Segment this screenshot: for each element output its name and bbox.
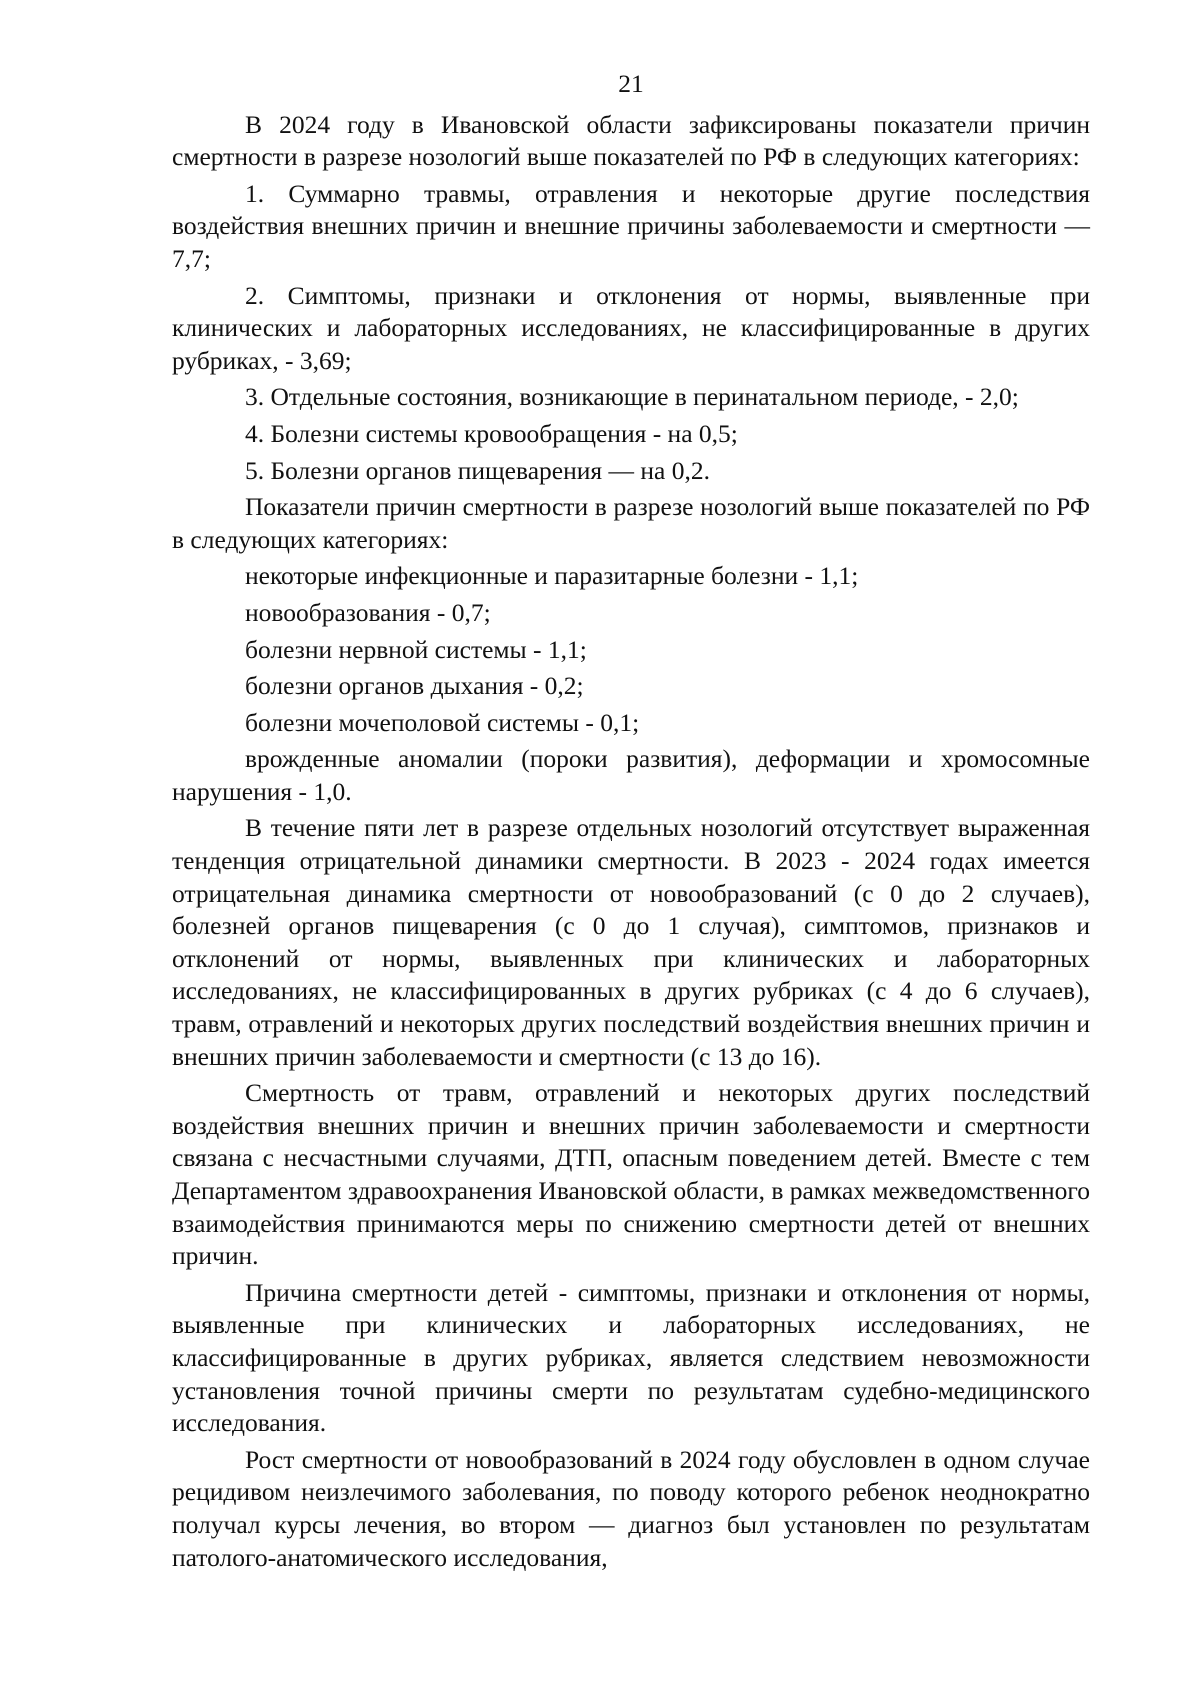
second-intro-paragraph: Показатели причин смертности в разрезе нозологий выше показателей по РФ в следующих категориях:	[172, 492, 1090, 554]
dynamics-paragraph: В течение пяти лет в разрезе отдельных нозологий отсутствует выраженная тенденция отрицательной динамики смертности. В 2023 - 2024 годах имеется отрицательная динамика смертности от новообразований (с 0 до 2 случаев), болезней органов пищеварения (с 0 до 1 случая), симптомов, признаков и отклонений от нормы, выявленных при клинических и лабораторных исследованиях, не классифицированных в других рубриках (с 4 до 6 случаев), травм, отравлений и некоторых других последствий воздействия внешних причин и внешних причин заболеваемости и смертности (с 13 до 16).	[172, 813, 1090, 1071]
second-list-item-2: новообразования - 0,7;	[245, 597, 491, 627]
intro-paragraph: В 2024 году в Ивановской области зафиксированы показатели причин смертности в разрезе нозологий выше показателей по РФ в следующих категориях:	[172, 109, 1090, 172]
injuries-paragraph: Смертность от травм, отравлений и некоторых других последствий воздействия внешних причин и внешних причин заболеваемости и смертности связана с несчастными случаями, ДТП, опасным поведением детей. Вместе с тем Департаментом здравоохранения Ивановской области, в рамках межведомственного взаимодействия принимаются меры по снижению смертности детей от внешних причин.	[172, 1078, 1090, 1271]
higher-list-item-3: 3. Отдельные состояния, возникающие в перинатальном периоде, - 2,0;	[245, 382, 1019, 412]
higher-list-item-5: 5. Болезни органов пищеварения — на 0,2.	[245, 455, 710, 485]
neoplasms-paragraph: Рост смертности от новообразований в 2024 году обусловлен в одном случае рецидивом неизлечимого заболевания, по поводу которого ребенок неоднократно получал курсы лечения, во втором — диагноз был установлен по результатам патолого-анатомического исследования,	[172, 1444, 1090, 1572]
second-list-item-1: некоторые инфекционные и паразитарные болезни - 1,1;	[245, 561, 859, 591]
symptoms-paragraph: Причина смертности детей - симптомы, признаки и отклонения от нормы, выявленные при клинических и лабораторных исследованиях, не классифицированные в других рубриках, является следствием невозможности установления точной причины смерти по результатам судебно-медицинского исследования.	[172, 1277, 1090, 1438]
page-number: 21	[618, 69, 644, 98]
second-list-item-3: болезни нервной системы - 1,1;	[245, 634, 587, 664]
document-page	[172, 68, 1090, 1574]
higher-list-item-4: 4. Болезни системы кровообращения - на 0,5;	[245, 418, 738, 448]
higher-list-item-2: 2. Симптомы, признаки и отклонения от нормы, выявленные при клинических и лабораторных исследованиях, не классифицированные в других рубриках, - 3,69;	[172, 280, 1090, 375]
second-list-item-6: врожденные аномалии (пороки развития), деформации и хромосомные нарушения - 1,0.	[172, 744, 1090, 806]
second-list-item-4: болезни органов дыхания - 0,2;	[245, 671, 584, 701]
higher-list-item-1: 1. Суммарно травмы, отравления и некоторые другие последствия воздействия внешних причин и внешние причины заболеваемости и смертности — 7,7;	[172, 178, 1090, 273]
second-list-item-5: болезни мочеполовой системы - 0,1;	[245, 707, 640, 737]
